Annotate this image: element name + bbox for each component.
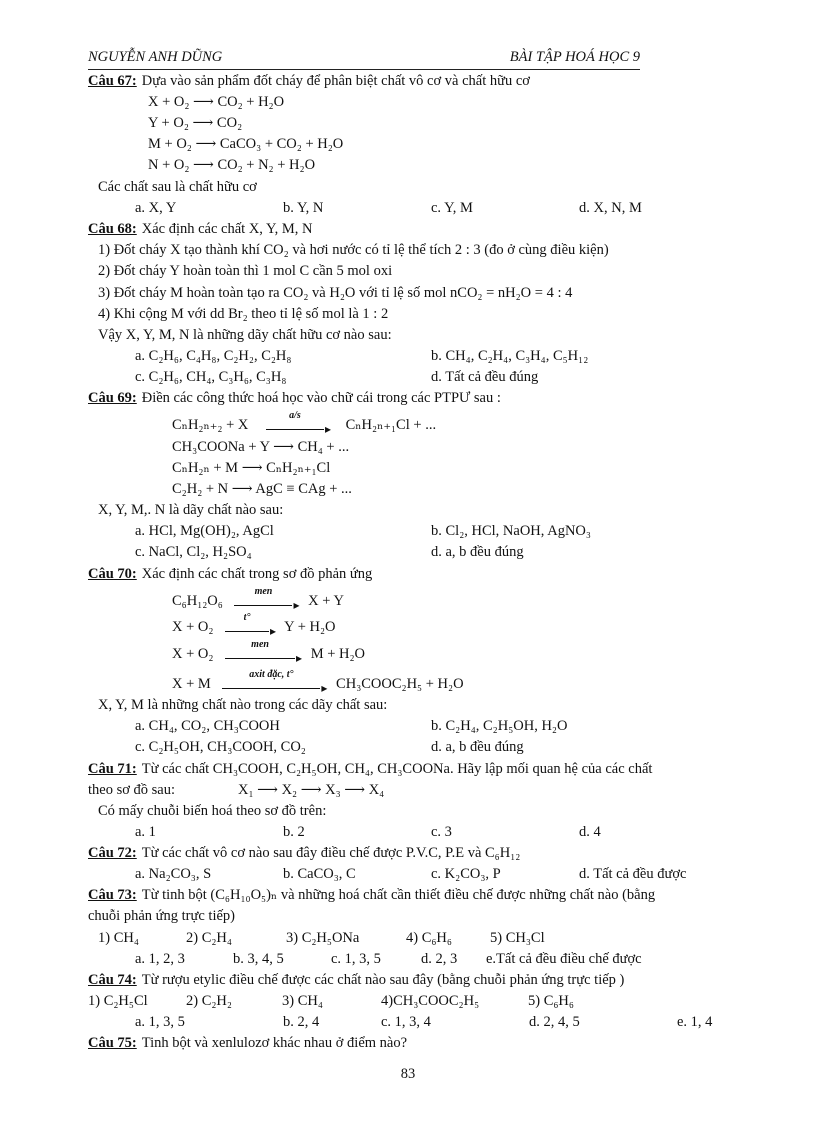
option-b: b. 2, 4	[283, 1014, 320, 1030]
arrow-line	[225, 651, 295, 659]
header-title: BÀI TẬP HOÁ HỌC 9	[509, 49, 640, 65]
question-75	[88, 1034, 407, 1052]
option-b: b. CaCO₃, C	[283, 866, 356, 882]
reactants: C₆H₁₂O₆	[172, 593, 223, 609]
option-b: b. Y, N	[283, 200, 324, 216]
equation: N + O₂ ⟶ CO₂ + N₂ + H₂O	[148, 157, 316, 173]
reaction-arrow	[266, 410, 324, 434]
equation	[172, 410, 437, 434]
option-d: d. Tất cả đều được	[579, 866, 687, 882]
option-a: a. X, Y	[135, 200, 177, 216]
option-d: d. 4	[579, 824, 601, 840]
choice-item: 3) C₂H₅ONa	[286, 930, 360, 946]
option-a: a. HCl, Mg(OH)₂, AgCl	[135, 523, 274, 539]
products: CH₃COOC₂H₅ + H₂O	[336, 676, 464, 692]
arrow-line	[222, 681, 320, 689]
question-text: Điền các công thức hoá học vào chữ cái trong các PTPƯ sau :	[141, 390, 501, 406]
question-label: Câu 67:	[88, 73, 137, 89]
equation: X + O₂ ⟶ CO₂ + H₂O	[148, 94, 285, 110]
reaction-arrow	[222, 669, 320, 693]
question-text: Tinh bột và xenlulozơ khác nhau ở điểm nào?	[141, 1035, 408, 1051]
statement: 4) Khi cộng M với dd Br₂ theo tỉ lệ số mol là 1 : 2	[98, 306, 389, 322]
question-text: Từ tinh bột (C₆H₁₀O₅)ₙ và những hoá chất cần thiết điều chế được những chất nào (bằng	[141, 887, 656, 903]
option-d: d. a, b đều đúng	[431, 739, 524, 755]
page-header	[88, 49, 640, 69]
question-label: Câu 70:	[88, 566, 137, 582]
equation	[172, 586, 344, 610]
choice-item: 1) CH₄	[98, 930, 139, 946]
question-label: Câu 75:	[88, 1035, 137, 1051]
question-label: Câu 68:	[88, 221, 137, 237]
reactants: X + M	[172, 676, 211, 692]
question-text: Từ các chất CH₃COOH, C₂H₅OH, CH₄, CH₃COONa. Hãy lập mối quan hệ của các chất	[141, 761, 653, 777]
equation: M + O₂ ⟶ CaCO₃ + CO₂ + H₂O	[148, 136, 344, 152]
question-70	[88, 565, 372, 583]
question-prompt: Có mấy chuỗi biến hoá theo sơ đồ trên:	[98, 803, 327, 819]
products: M + H₂O	[310, 646, 366, 662]
option-d: d. a, b đều đúng	[431, 544, 524, 560]
option-b: b. 3, 4, 5	[233, 951, 284, 967]
arrow-line	[225, 624, 269, 632]
question-text: Từ các chất vô cơ nào sau đây điều chế được P.V.C, P.E và C₆H₁₂	[141, 845, 521, 861]
reactants: X + O₂	[172, 646, 214, 662]
question-prompt: Vậy X, Y, M, N là những dãy chất hữu cơ nào sau:	[98, 327, 392, 343]
choice-item: 3) CH₄	[282, 993, 323, 1009]
statement: 1) Đốt cháy X tạo thành khí CO₂ và hơi nước có tỉ lệ thể tích 2 : 3 (đo ở cùng điều kiện)	[98, 242, 609, 258]
arrow-condition: men	[251, 639, 269, 650]
equation: CH₃COONa + Y ⟶ CH₄ + ...	[172, 439, 350, 455]
question-72	[88, 844, 520, 862]
products: CₙH₂ₙ₊₁Cl + ...	[345, 417, 437, 433]
choice-item: 2) C₂H₄	[186, 930, 232, 946]
option-c: c. C₂H₅OH, CH₃COOH, CO₂	[135, 739, 306, 755]
question-67	[88, 72, 530, 90]
choice-item: 5) C₆H₆	[528, 993, 574, 1009]
question-label: Câu 69:	[88, 390, 137, 406]
option-a: a. CH₄, CO₂, CH₃COOH	[135, 718, 280, 734]
option-b: b. C₂H₄, C₂H₅OH, H₂O	[431, 718, 568, 734]
option-a: a. 1	[135, 824, 156, 840]
products: Y + H₂O	[284, 619, 336, 635]
option-c: c. 1, 3, 4	[381, 1014, 431, 1030]
question-73	[88, 886, 655, 904]
question-text-continued: chuỗi phản ứng trực tiếp)	[88, 908, 235, 924]
arrow-condition: t°	[243, 612, 251, 623]
products: X + Y	[308, 593, 344, 609]
question-68	[88, 220, 312, 238]
choice-item: 2) C₂H₂	[186, 993, 232, 1009]
reaction-arrow	[234, 586, 292, 610]
question-text-continued: theo sơ đồ sau:	[88, 782, 176, 798]
option-c: c. K₂CO₃, P	[431, 866, 501, 882]
option-b: b. CH₄, C₂H₄, C₃H₄, C₅H₁₂	[431, 348, 589, 364]
question-label: Câu 71:	[88, 761, 137, 777]
choice-item: 5) CH₃Cl	[490, 930, 545, 946]
equation	[172, 669, 464, 693]
option-c: c. C₂H₆, CH₄, C₃H₆, C₃H₈	[135, 369, 287, 385]
statement: 2) Đốt cháy Y hoàn toàn thì 1 mol C cần 5 mol oxi	[98, 263, 393, 279]
equation: C₂H₂ + N ⟶ AgC ≡ CAg + ...	[172, 481, 352, 497]
equation	[172, 639, 366, 663]
question-71	[88, 760, 652, 778]
option-a: a. 1, 2, 3	[135, 951, 185, 967]
arrow-condition: a/s	[289, 410, 301, 421]
equation: Y + O₂ ⟶ CO₂	[148, 115, 243, 131]
arrow-condition: axit đặc, t°	[249, 669, 294, 680]
equation	[172, 612, 336, 636]
option-c: c. NaCl, Cl₂, H₂SO₄	[135, 544, 252, 560]
option-d: d. 2, 3	[421, 951, 458, 967]
option-d: d. 2, 4, 5	[529, 1014, 580, 1030]
option-c: c. 3	[431, 824, 452, 840]
option-b: b. Cl₂, HCl, NaOH, AgNO₃	[431, 523, 591, 539]
reaction-arrow	[225, 612, 269, 636]
option-a: a. C₂H₆, C₄H₈, C₂H₂, C₂H₈	[135, 348, 292, 364]
option-c: c. Y, M	[431, 200, 473, 216]
page-number: 83	[400, 1066, 416, 1082]
question-text: Xác định các chất trong sơ đồ phản ứng	[141, 566, 373, 582]
header-rule	[88, 69, 640, 70]
question-text: Xác định các chất X, Y, M, N	[141, 221, 313, 237]
reactants: CₙH₂ₙ₊₂ + X	[172, 417, 249, 433]
question-69	[88, 389, 501, 407]
option-c: c. 1, 3, 5	[331, 951, 381, 967]
question-prompt: X, Y, M,. N là dãy chất nào sau:	[98, 502, 284, 518]
question-label: Câu 72:	[88, 845, 137, 861]
option-a: a. Na₂CO₃, S	[135, 866, 212, 882]
question-prompt: Các chất sau là chất hữu cơ	[98, 179, 257, 195]
question-prompt: X, Y, M là những chất nào trong các dãy chất sau:	[98, 697, 388, 713]
question-label: Câu 74:	[88, 972, 137, 988]
arrow-line	[266, 422, 324, 430]
statement: 3) Đốt cháy M hoàn toàn tạo ra CO₂ và H₂O với tỉ lệ số mol nCO₂ = nH₂O = 4 : 4	[98, 285, 573, 301]
header-author: NGUYỄN ANH DŨNG	[88, 49, 223, 65]
choice-item: 4) C₆H₆	[406, 930, 452, 946]
option-a: a. 1, 3, 5	[135, 1014, 185, 1030]
option-d: d. X, N, M	[579, 200, 642, 216]
conversion-scheme: X₁ ⟶ X₂ ⟶ X₃ ⟶ X₄	[238, 782, 385, 798]
choice-item: 4)CH₃COOC₂H₅	[381, 993, 480, 1009]
arrow-line	[234, 598, 292, 606]
option-d: d. Tất cả đều đúng	[431, 369, 539, 385]
question-text: Dựa vào sản phẩm đốt cháy để phân biệt chất vô cơ và chất hữu cơ	[141, 73, 530, 89]
reaction-arrow	[225, 639, 295, 663]
question-74	[88, 971, 624, 989]
reactants: X + O₂	[172, 619, 214, 635]
option-e: e. 1, 4	[677, 1014, 713, 1030]
equation: CₙH₂ₙ + M ⟶ CₙH₂ₙ₊₁Cl	[172, 460, 331, 476]
arrow-condition: men	[254, 586, 273, 597]
option-b: b. 2	[283, 824, 305, 840]
choice-item: 1) C₂H₅Cl	[88, 993, 148, 1009]
question-label: Câu 73:	[88, 887, 137, 903]
question-text: Từ rượu etylic điều chế được các chất nào sau đây (bằng chuỗi phản ứng trực tiếp )	[141, 972, 625, 988]
option-e: e.Tất cả đều điều chế được	[486, 951, 642, 967]
